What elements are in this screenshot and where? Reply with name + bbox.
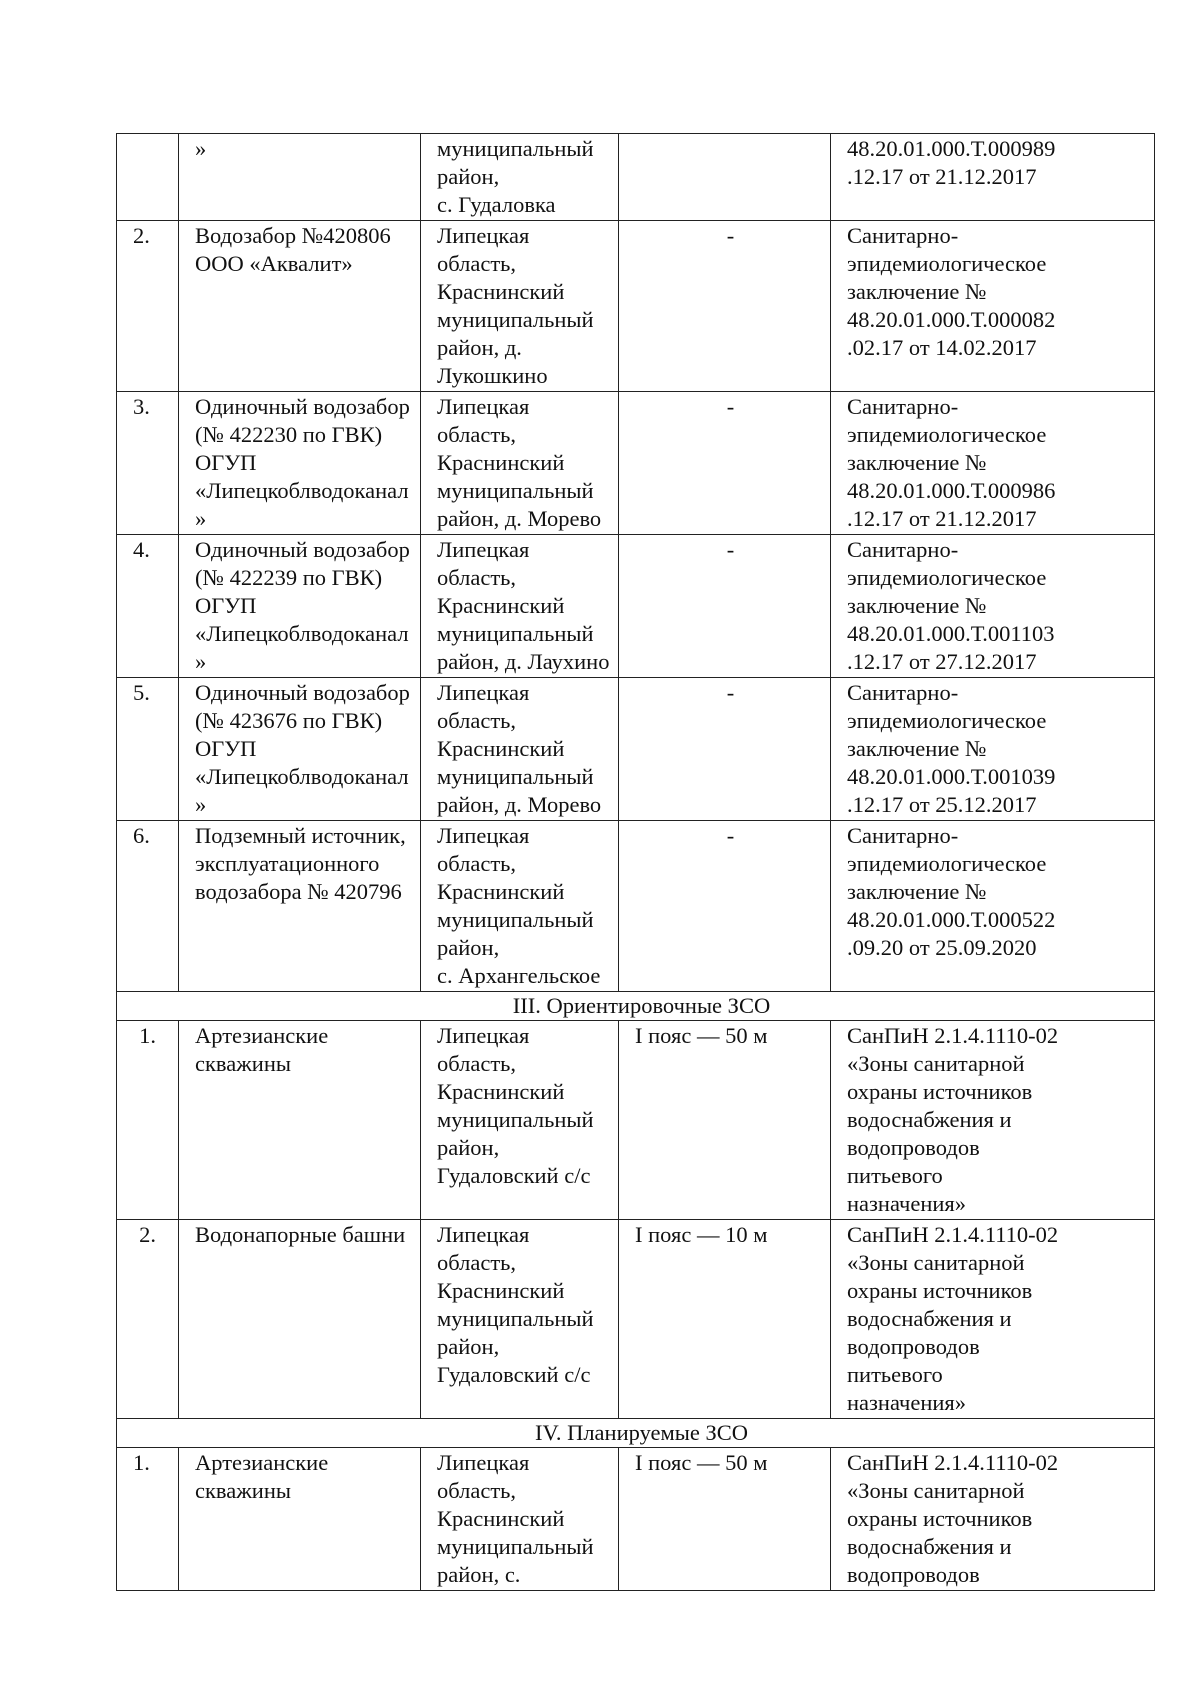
source-address: Липецкая область, Краснинский муниципальный район, с. — [421, 1448, 619, 1591]
section-header-row — [117, 1419, 1155, 1448]
source-address: Липецкая область, Краснинский муниципальный район, Гудаловский с/с — [421, 1220, 619, 1419]
zone-size: I пояс — 50 м — [619, 1448, 831, 1591]
section-title: III. Ориентировочные ЗСО — [117, 992, 1155, 1021]
basis-document: Санитарно- эпидемиологическое заключение № 48.20.01.000.Т.000986 .12.17 от 21.12.2017 — [831, 392, 1155, 535]
zone-size: I пояс — 10 м — [619, 1220, 831, 1419]
sanitary-zones-table — [116, 133, 1155, 1591]
section-header-row — [117, 992, 1155, 1021]
row-number — [117, 134, 179, 221]
zone-size — [619, 134, 831, 221]
table-row — [117, 1448, 1155, 1591]
zone-size: I пояс — 50 м — [619, 1021, 831, 1220]
row-number: 4. — [117, 535, 179, 678]
basis-document: СанПиН 2.1.4.1110-02 «Зоны санитарной охраны источников водоснабжения и водопроводов питьевого назначения» — [831, 1021, 1155, 1220]
basis-document: Санитарно- эпидемиологическое заключение № 48.20.01.000.Т.001103 .12.17 от 27.12.2017 — [831, 535, 1155, 678]
source-address: муниципальный район, с. Гудаловка — [421, 134, 619, 221]
table-row — [117, 1021, 1155, 1220]
source-name: Подземный источник, эксплуатационного водозабора № 420796 — [179, 821, 421, 992]
table-row — [117, 1220, 1155, 1419]
basis-document: СанПиН 2.1.4.1110-02 «Зоны санитарной охраны источников водоснабжения и водопроводов — [831, 1448, 1155, 1591]
source-name: Водонапорные башни — [179, 1220, 421, 1419]
table-row — [117, 535, 1155, 678]
zone-size: - — [619, 392, 831, 535]
table-row — [117, 392, 1155, 535]
basis-document: Санитарно- эпидемиологическое заключение № 48.20.01.000.Т.000522 .09.20 от 25.09.2020 — [831, 821, 1155, 992]
basis-document: Санитарно- эпидемиологическое заключение № 48.20.01.000.Т.001039 .12.17 от 25.12.2017 — [831, 678, 1155, 821]
source-address: Липецкая область, Краснинский муниципальный район, д. Лукошкино — [421, 221, 619, 392]
row-number: 2. — [117, 221, 179, 392]
zone-size: - — [619, 821, 831, 992]
source-address: Липецкая область, Краснинский муниципальный район, с. Архангельское — [421, 821, 619, 992]
zone-size: - — [619, 678, 831, 821]
row-number: 3. — [117, 392, 179, 535]
source-name: » — [179, 134, 421, 221]
table-row — [117, 221, 1155, 392]
basis-document: СанПиН 2.1.4.1110-02 «Зоны санитарной охраны источников водоснабжения и водопроводов питьевого назначения» — [831, 1220, 1155, 1419]
source-name: Водозабор №420806 ООО «Аквалит» — [179, 221, 421, 392]
zone-size: - — [619, 221, 831, 392]
source-name: Одиночный водозабор (№ 422239 по ГВК) ОГУП «Липецкоблводоканал » — [179, 535, 421, 678]
section-title: IV. Планируемые ЗСО — [117, 1419, 1155, 1448]
basis-document: Санитарно- эпидемиологическое заключение № 48.20.01.000.Т.000082 .02.17 от 14.02.2017 — [831, 221, 1155, 392]
source-address: Липецкая область, Краснинский муниципальный район, д. Морево — [421, 678, 619, 821]
table-row — [117, 134, 1155, 221]
row-number: 2. — [117, 1220, 179, 1419]
source-name: Одиночный водозабор (№ 422230 по ГВК) ОГУП «Липецкоблводоканал » — [179, 392, 421, 535]
source-address: Липецкая область, Краснинский муниципальный район, д. Морево — [421, 392, 619, 535]
table-row — [117, 678, 1155, 821]
row-number: 5. — [117, 678, 179, 821]
row-number: 6. — [117, 821, 179, 992]
basis-document: 48.20.01.000.Т.000989 .12.17 от 21.12.2017 — [831, 134, 1155, 221]
source-address: Липецкая область, Краснинский муниципальный район, д. Лаухино — [421, 535, 619, 678]
source-name: Одиночный водозабор (№ 423676 по ГВК) ОГУП «Липецкоблводоканал » — [179, 678, 421, 821]
source-address: Липецкая область, Краснинский муниципальный район, Гудаловский с/с — [421, 1021, 619, 1220]
zone-size: - — [619, 535, 831, 678]
table-row — [117, 821, 1155, 992]
row-number: 1. — [117, 1448, 179, 1591]
table-body — [117, 134, 1155, 1591]
source-name: Артезианские скважины — [179, 1448, 421, 1591]
source-name: Артезианские скважины — [179, 1021, 421, 1220]
row-number: 1. — [117, 1021, 179, 1220]
